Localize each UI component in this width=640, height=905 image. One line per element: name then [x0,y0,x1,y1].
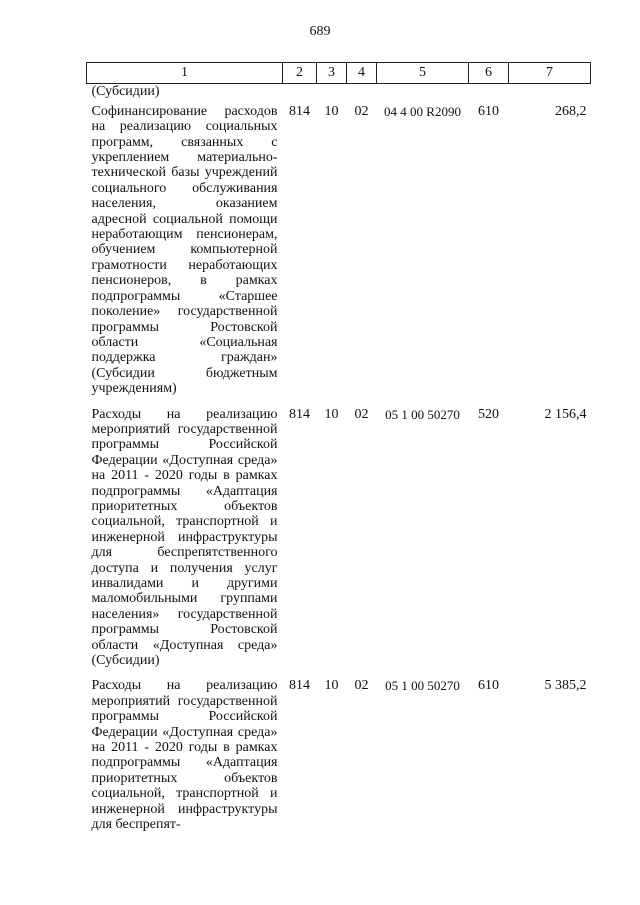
row-target-article: 05 1 00 50270 [385,678,460,694]
row-target-article: 04 4 00 R2090 [384,103,461,119]
row-description: Софинансирование расходов на реализацию социальных программ, связанных с укреплением материально-технической базы учреждений социального обслуживания населения, оказанием адресной социальной помощи неработающим пенсионерам, обучением компьютерной грамотности неработающих пенсионеров, в рамках подпрограммы «Старшее поколение» государственной программы Ростовской области «Социальная поддержка граждан» (Субсидии бюджетным учреждениям) [91,103,278,397]
budget-table [86,62,591,833]
row-section: 10 [324,103,339,119]
row-section: 10 [324,678,339,694]
column-header: 6 [469,63,509,84]
row-section: 10 [324,406,339,422]
column-header: 7 [509,63,591,84]
continuation-row [87,84,591,104]
column-header: 1 [87,63,283,84]
row-target-article: 05 1 00 50270 [385,406,460,422]
row-ministry: 814 [289,103,310,119]
table-row [87,104,591,407]
row-description: Расходы на реализацию мероприятий государственной программы Российской Федерации «Доступная среда» на 2011 - 2020 годы в рамках подпрограммы «Адаптация приоритетных объектов социальной, транспортной и инженерной инфраструктуры для беспрепят- [91,678,278,833]
column-header: 2 [283,63,317,84]
column-header: 4 [347,63,377,84]
row-subsection: 02 [354,406,369,422]
column-header: 5 [377,63,469,84]
row-expense-type: 610 [478,678,499,694]
row-amount: 2 156,4 [544,406,587,422]
continuation-text: (Субсидии) [91,84,160,100]
row-expense-type: 520 [478,406,499,422]
row-ministry: 814 [289,678,310,694]
row-subsection: 02 [354,678,369,694]
row-expense-type: 610 [478,103,499,119]
row-description: Расходы на реализацию мероприятий государственной программы Российской Федерации «Доступная среда» на 2011 - 2020 годы в рамках подпрограммы «Адаптация приоритетных объектов социальной, транспортной и инженерной инфраструктуры для беспрепятственного доступа и получения услуг инвалидами и другими маломобильными группами населения» государственной программы Ростовской области «Доступная среда» (Субсидии) [91,406,278,669]
row-ministry: 814 [289,406,310,422]
table-row [87,407,591,679]
table-header-row [87,63,591,84]
page-number: 689 [309,24,331,39]
row-subsection: 02 [354,103,369,119]
column-header: 3 [317,63,347,84]
row-amount: 268,2 [555,103,587,119]
table-row [87,678,591,832]
row-amount: 5 385,2 [544,678,587,694]
